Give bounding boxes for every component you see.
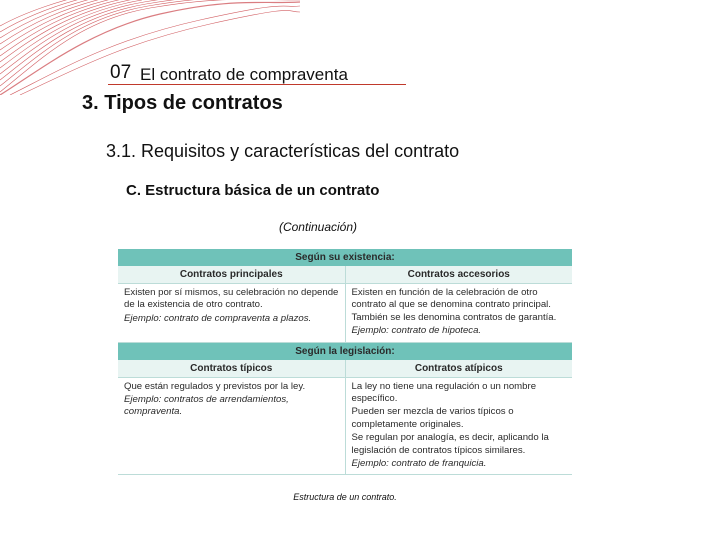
cell-text: La ley no tiene una regulación o un nombre específico. bbox=[351, 380, 537, 405]
column-header-accessory: Contratos accesorios bbox=[407, 269, 510, 280]
subsection-title: 3.1. Requisitos y características del contrato bbox=[106, 141, 460, 161]
cell-example: Ejemplo: contratos de arrendamientos, compraventa. bbox=[124, 394, 289, 418]
cell-typical bbox=[118, 378, 346, 475]
table-row bbox=[118, 378, 572, 476]
column-header-atypical: Contratos atípicos bbox=[414, 362, 503, 374]
cell-accessory bbox=[346, 284, 573, 342]
cell-example: Ejemplo: contrato de hipoteca. bbox=[351, 325, 482, 337]
column-header-principal: Contratos principales bbox=[118, 266, 346, 283]
chapter-number: 07 bbox=[110, 62, 132, 83]
section-title: 3. Tipos de contratos bbox=[82, 92, 283, 114]
cell-principal bbox=[118, 284, 346, 342]
cell-example: Ejemplo: contrato de franquicia. bbox=[351, 458, 487, 470]
contract-types-table bbox=[118, 249, 572, 475]
chapter-header bbox=[108, 62, 406, 85]
column-headers-legislation bbox=[118, 360, 572, 378]
cell-text: Se regulan por analogía, es decir, aplicando la legislación de contratos típicos similares. bbox=[351, 432, 549, 456]
cell-example: Ejemplo: contrato de compraventa a plazos. bbox=[124, 312, 312, 324]
column-headers-existence bbox=[118, 266, 572, 284]
group-title-legislation: Según la legislación: bbox=[118, 343, 572, 360]
table-caption: Estructura de un contrato. bbox=[293, 492, 397, 502]
continuation-note: (Continuación) bbox=[278, 220, 358, 234]
cell-text: Existen por sí mismos, su celebración no depende de la existencia de otro contrato. bbox=[124, 287, 339, 311]
cell-text: Existen en función de la celebración de otro contrato al que se denomina contrato principal. También se les denomina contratos de garantía. bbox=[351, 287, 557, 323]
column-header-typical: Contratos típicos bbox=[118, 360, 346, 377]
table-row bbox=[118, 284, 572, 343]
cell-text: Que están regulados y previstos por la ley. bbox=[124, 380, 306, 392]
group-title-existence: Según su existencia: bbox=[118, 249, 572, 266]
cell-text: Pueden ser mezcla de varios típicos o completamente originales. bbox=[351, 406, 514, 430]
chapter-title: El contrato de compraventa bbox=[140, 65, 348, 84]
subsubsection-title: C. Estructura básica de un contrato bbox=[126, 182, 380, 199]
cell-atypical bbox=[346, 378, 573, 475]
